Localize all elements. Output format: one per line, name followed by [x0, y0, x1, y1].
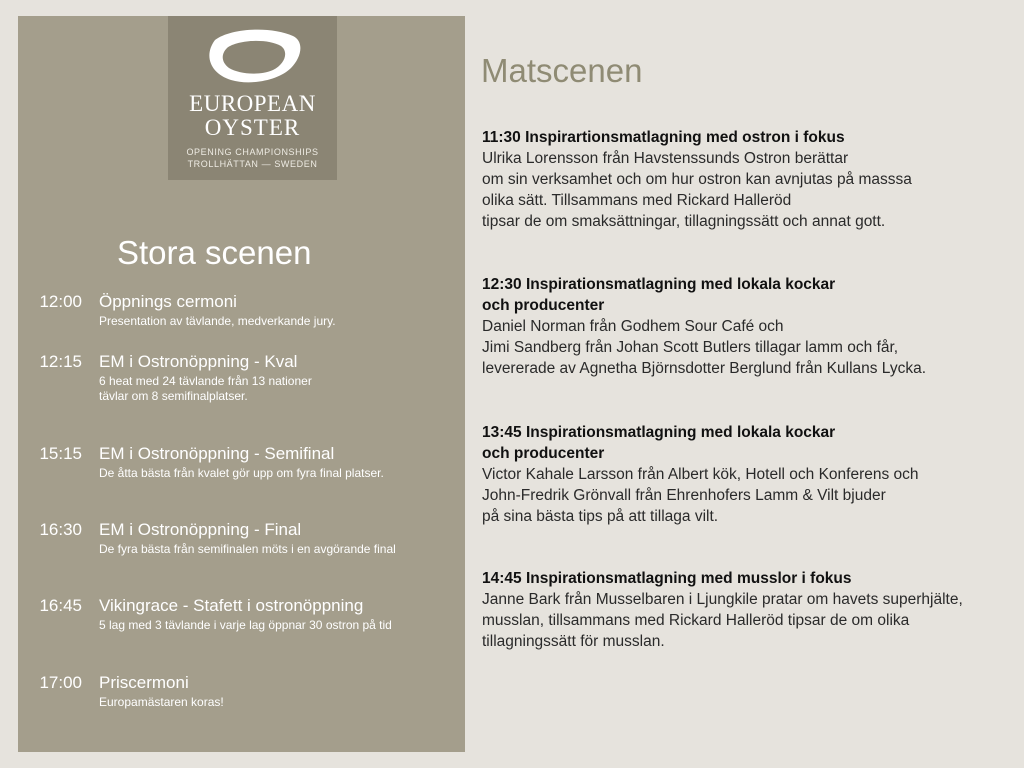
event-description: De åtta bästa från kvalet gör upp om fyra final platser. [99, 466, 384, 480]
session-title: 14:45 Inspirationsmatlagning med musslor i fokus [482, 570, 852, 587]
event-time: 15:15 [39, 444, 82, 463]
session-line: om sin verksamhet och om hur ostron kan avnjutas på masssa [482, 171, 912, 188]
session-line: Jimi Sandberg från Johan Scott Butlers tillagar lamm och får, [482, 339, 899, 356]
session-title: 12:30 Inspirationsmatlagning med lokala kockar [482, 276, 836, 293]
event-time: 12:15 [39, 352, 82, 371]
session-line: Daniel Norman från Godhem Sour Café och [482, 318, 784, 335]
event-description: Europamästaren koras! [99, 695, 224, 709]
matscenen-title: Matscenen [481, 52, 643, 89]
session-title: 11:30 Inspirartionsmatlagning med ostron i fokus [482, 129, 845, 146]
session-title: och producenter [482, 297, 605, 314]
session-line: levererade av Agnetha Björnsdotter Berglund från Kullans Lycka. [482, 360, 927, 377]
session-line: på sina bästa tips på att tillaga vilt. [482, 508, 719, 525]
stora-scenen-panel [18, 16, 465, 752]
event-description: De fyra bästa från semifinalen möts i en avgörande final [99, 542, 396, 556]
event-time: 16:45 [39, 596, 82, 615]
session-line: musslan, tillsammans med Rickard Halleröd tipsar de om olika [482, 612, 910, 629]
logo [168, 16, 337, 180]
event-description-line: tävlar om 8 semifinalplatser. [99, 389, 248, 403]
session-line: tipsar de om smaksättningar, tillagningssätt och annat gott. [482, 213, 886, 230]
oyster-logo-icon [201, 28, 305, 88]
session-line: Victor Kahale Larsson från Albert kök, Hotell och Konferens och [482, 466, 919, 483]
event-time: 12:00 [39, 292, 82, 311]
event-time: 17:00 [39, 673, 82, 692]
event-title: Vikingrace - Stafett i ostronöppning [99, 596, 364, 615]
event-description: Presentation av tävlande, medverkande jury. [99, 314, 336, 328]
event-title: EM i Ostronöppning - Semifinal [99, 444, 335, 463]
session-title: och producenter [482, 445, 605, 462]
logo-subtitle: OPENING CHAMPIONSHIPS [186, 147, 319, 157]
session-item [482, 274, 1017, 379]
session-line: Ulrika Lorensson från Havstenssunds Ostron berättar [482, 150, 849, 167]
session-line: John-Fredrik Grönvall från Ehrenhofers Lamm & Vilt bjuder [482, 487, 886, 504]
event-title: Öppnings cermoni [99, 292, 237, 311]
logo-text-european: EUROPEAN [189, 91, 316, 116]
event-title: EM i Ostronöppning - Final [99, 520, 302, 539]
event-description [99, 374, 449, 404]
session-title: 13:45 Inspirationsmatlagning med lokala kockar [482, 424, 836, 441]
event-title: EM i Ostronöppning - Kval [99, 352, 298, 371]
logo-location: TROLLHÄTTAN — SWEDEN [187, 159, 318, 169]
session-line: olika sätt. Tillsammans med Rickard Halleröd [482, 192, 792, 209]
event-title: Priscermoni [99, 673, 189, 692]
logo-text-oyster: OYSTER [204, 115, 301, 140]
session-line: tillagningssätt för musslan. [482, 633, 665, 650]
session-line: Janne Bark från Musselbaren i Ljungkile pratar om havets superhjälte, [482, 591, 963, 608]
event-description-line: 6 heat med 24 tävlande från 13 nationer [99, 374, 312, 388]
event-description: 5 lag med 3 tävlande i varje lag öppnar 30 ostron på tid [99, 618, 392, 632]
session-item [482, 127, 1017, 232]
stora-scenen-title: Stora scenen [117, 234, 312, 271]
event-time: 16:30 [39, 520, 82, 539]
session-item [482, 568, 1017, 652]
session-item [482, 422, 1017, 527]
